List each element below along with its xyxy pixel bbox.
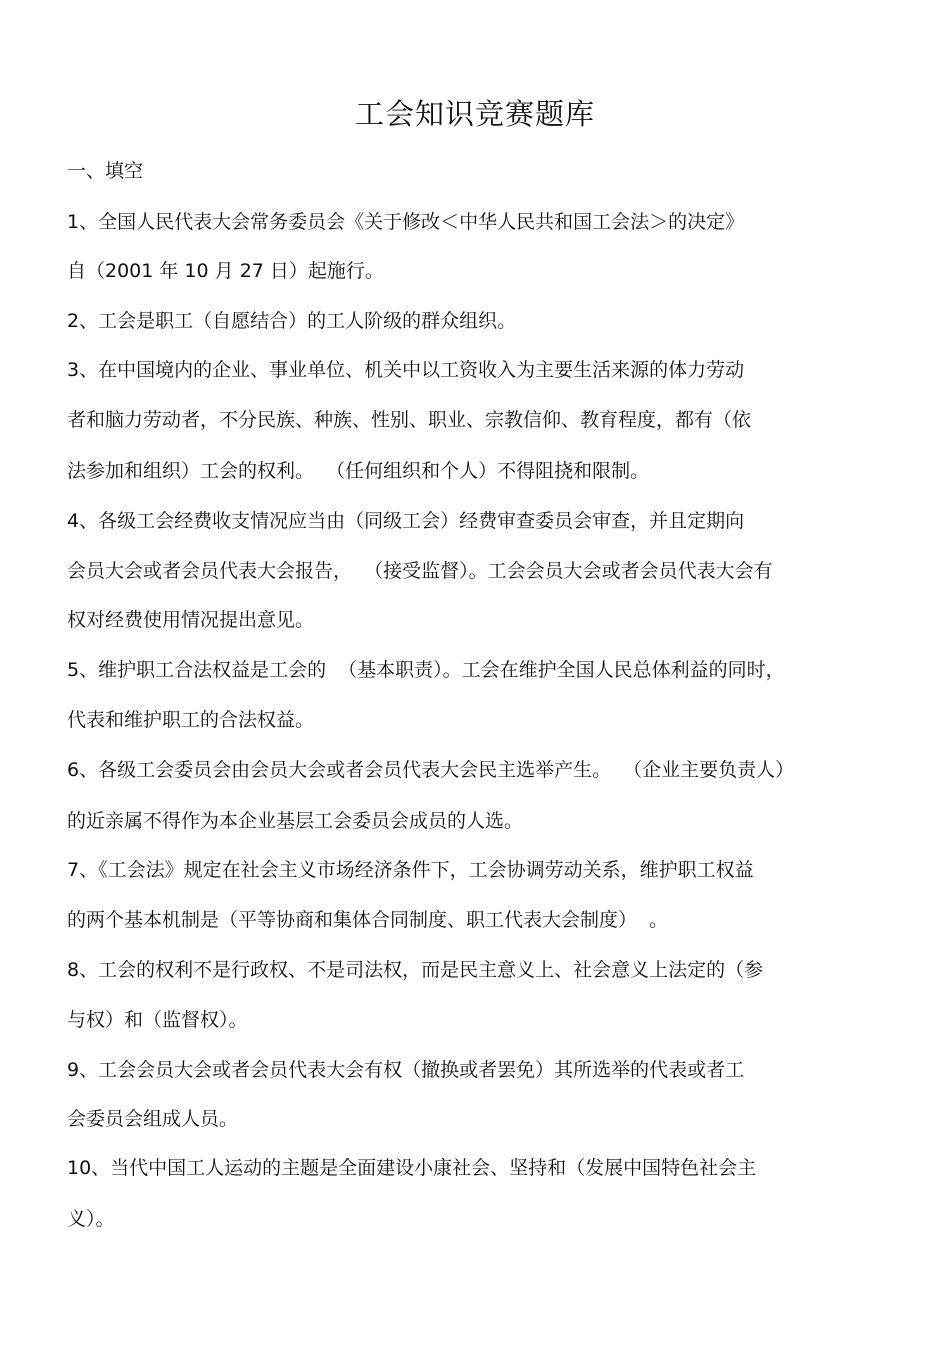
- text-line: 4、各级工会经费收支情况应当由（同级工会）经费审查委员会审查，并且定期向: [67, 510, 745, 532]
- text-line: 自（2001 年 10 月 27 日）起施行。: [67, 260, 384, 282]
- text-line: 7、《工会法》规定在社会主义市场经济条件下，工会协调劳动关系，维护职工权益: [67, 859, 754, 881]
- text-line: 会委员会组成人员。: [67, 1108, 239, 1130]
- text-line: 权对经费使用情况提出意见。: [67, 609, 315, 631]
- text-line: 2、工会是职工（自愿结合）的工人阶级的群众组织。: [67, 310, 517, 332]
- text-line: 10、当代中国工人运动的主题是全面建设小康社会、坚持和（发展中国特色社会主: [67, 1157, 757, 1179]
- text-line: 5、维护职工合法权益是工会的 （基本职责）。工会在维护全国人民总体利益的同时，: [67, 659, 785, 681]
- text-line: 者和脑力劳动者，不分民族、种族、性别、职业、宗教信仰、教育程度，都有（依: [67, 409, 752, 431]
- text-line: 法参加和组织）工会的权利。 （任何组织和个人）不得阻挠和限制。: [67, 460, 650, 482]
- text-line: 与权）和（监督权）。: [67, 1009, 248, 1031]
- text-line: 9、工会会员大会或者会员代表大会有权（撤换或者罢免）其所选举的代表或者工: [67, 1059, 745, 1081]
- text-line: 8、工会的权利不是行政权、不是司法权，而是民主意义上、社会意义上法定的（参: [67, 959, 764, 981]
- document-title: 工会知识竞赛题库: [354, 97, 595, 131]
- text-line: 义）。: [67, 1208, 115, 1230]
- text-line: 1、全国人民代表大会常务委员会《关于修改＜中华人民共和国工会法＞的决定》: [67, 211, 745, 233]
- section-heading: 一、填空: [67, 160, 144, 182]
- text-line: 的近亲属不得作为本企业基层工会委员会成员的人选。: [67, 810, 524, 832]
- text-line: 的两个基本机制是（平等协商和集体合同制度、职工代表大会制度） 。: [67, 909, 669, 931]
- text-line: 6、各级工会委员会由会员大会或者会员代表大会民主选举产生。 （企业主要负责人）: [67, 759, 795, 781]
- text-line: 3、在中国境内的企业、事业单位、机关中以工资收入为主要生活来源的体力劳动: [67, 359, 745, 381]
- text-line: 会员大会或者会员代表大会报告， （接受监督）。工会会员大会或者会员代表大会有: [67, 560, 773, 582]
- text-line: 代表和维护职工的合法权益。: [67, 709, 315, 731]
